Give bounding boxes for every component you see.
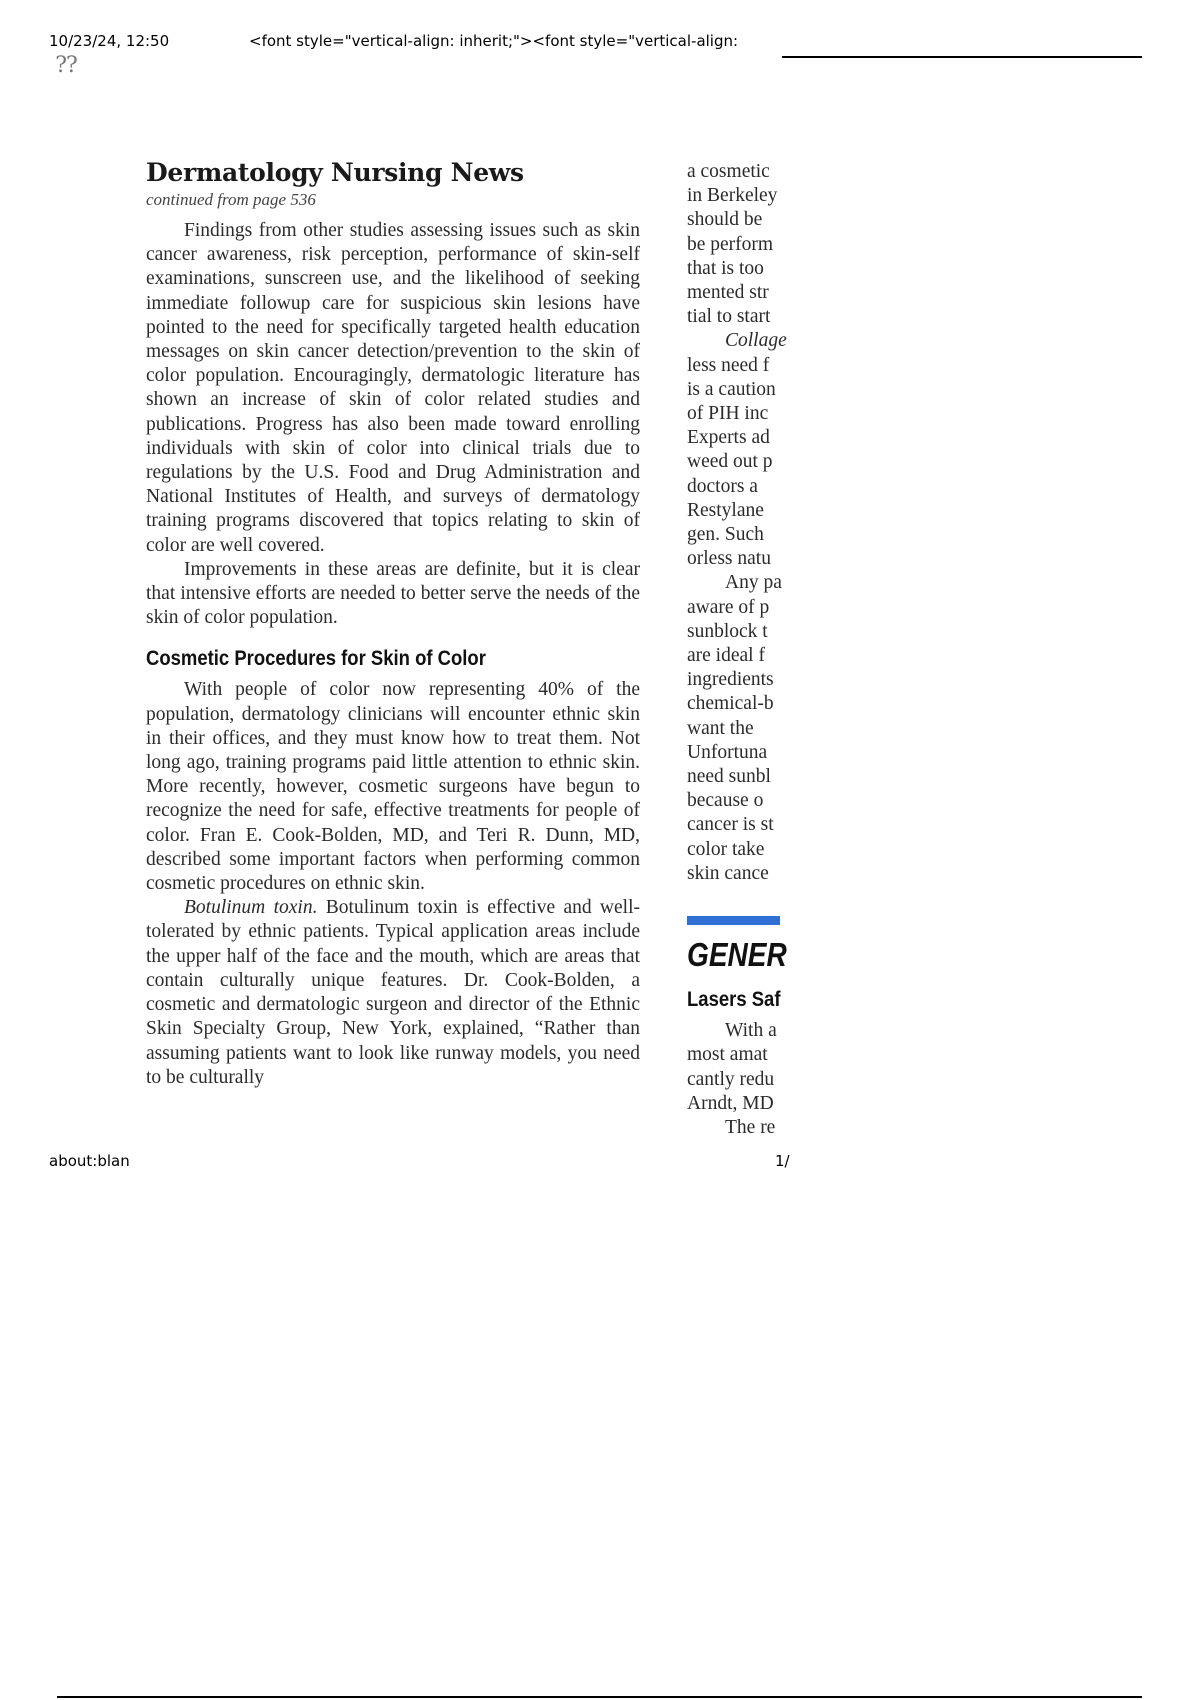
continued-note: continued from page 536 — [146, 190, 316, 209]
column-fragment: of PIH inc — [687, 403, 769, 425]
right-column — [687, 160, 787, 1140]
column-fragment: should be — [687, 209, 763, 231]
page-scan — [146, 150, 787, 1138]
collagen-lead — [687, 329, 787, 353]
column-fragment: color take — [687, 838, 765, 860]
bottom-rule — [57, 1696, 1142, 1698]
scan-mark: ⁇ — [56, 53, 78, 78]
paragraph-4-body: Botulinum toxin is effective and well-tolerated by ethnic patients. Typical application areas include the upper half of the face and the mouth, which are areas that contain culturally unique features. Dr. Cook-Bolden, a cosmetic and dermatologic surgeon and director of the Ethnic Skin Specialty Group, New York, explained, “Rather than assuming patients want to look like runway models, you need to be culturally — [146, 897, 640, 1088]
section-banner: GENER — [687, 936, 787, 974]
lasers-heading: Lasers Saf — [687, 988, 781, 1012]
column-fragment: sunblock t — [687, 620, 768, 642]
masthead: Dermatology Nursing News — [146, 158, 524, 187]
column-fragment: tial to start — [687, 306, 771, 328]
column-fragment: Experts ad — [687, 427, 770, 449]
column-fragment: Restylane — [687, 499, 764, 521]
column-fragment: are ideal f — [687, 645, 765, 667]
column-fragment: Arndt, MD — [687, 1092, 774, 1114]
fragments-b — [687, 354, 780, 572]
section-banner-bar — [687, 916, 780, 925]
column-fragment: aware of p — [687, 596, 770, 618]
column-fragment: less need f — [687, 354, 770, 376]
header-rule — [782, 56, 1142, 58]
column-fragment: a cosmetic — [687, 161, 770, 182]
column-fragment: chemical-b — [687, 693, 774, 715]
fragments-d — [687, 1043, 780, 1116]
paragraph-4 — [146, 896, 640, 1090]
column-fragment: weed out p — [687, 451, 773, 473]
column-fragment: want the — [687, 717, 754, 739]
column-fragment: gen. Such — [687, 524, 764, 546]
section-heading: Cosmetic Procedures for Skin of Color — [146, 647, 486, 671]
column-fragment: be perform — [687, 233, 774, 255]
paragraph-4-lead: Botulinum toxin. — [184, 897, 318, 919]
left-column — [146, 150, 640, 1090]
column-fragment: most amat — [687, 1044, 768, 1066]
column-fragment: that is too — [687, 257, 764, 279]
column-fragment: because o — [687, 790, 764, 812]
column-fragment: cancer is st — [687, 814, 774, 836]
print-header-datetime: 10/23/24, 12:50 — [49, 32, 170, 50]
column-fragment: doctors a — [687, 475, 758, 497]
column-fragment: in Berkeley — [687, 185, 778, 207]
print-header-title: <font style="vertical-align: inherit;"><font style="vertical-align: — [249, 32, 739, 50]
column-fragment: Unfortuna — [687, 741, 768, 763]
column-fragment: mented str — [687, 282, 769, 304]
any-lead: Any pa — [725, 572, 782, 594]
paragraph-1: Findings from other studies assessing issues such as skin cancer awareness, risk perception, performance of skin-self examinations, sunscreen use, and the likelihood of seeking immediate followup care for suspicious skin lesions have pointed to the need for specifically targeted health education messages on skin cancer detection/prevention to the skin of color population. Encouragingly, dermatologic literature has shown an increase of skin of color related studies and publications. Progress has also been made toward enrolling individuals with skin of color into clinical trials due to regulations by the U.S. Food and Drug Administration and National Institutes of Health, and surveys of dermatology training programs discovered that topics relating to skin of color are well covered. — [146, 220, 640, 556]
fragments-c — [687, 596, 780, 886]
paragraph-3: With people of color now representing 40% of the population, dermatology clinicians will encounter ethnic skin in their offices, and they must know how to treat them. Not long ago, training programs paid little attention to ethnic skin. More recently, however, cosmetic surgeons have begun to recognize the need for safe, effective treatments for people of color. Fran E. Cook-Bolden, MD, and Teri R. Dunn, MD, described some important factors when performing common cosmetic procedures on ethnic skin. — [146, 679, 640, 895]
with-lead: With a — [725, 1020, 777, 1042]
print-footer-page: 1/ — [775, 1152, 790, 1170]
column-fragment: is a caution — [687, 378, 776, 400]
print-footer-url: about:blan — [49, 1152, 130, 1170]
the-lead: The re — [725, 1116, 776, 1138]
column-fragment: need sunbl — [687, 766, 771, 788]
collagen-lead-text: Collage — [725, 330, 787, 352]
column-fragment: ingredients — [687, 669, 774, 691]
paragraph-2: Improvements in these areas are definite, but it is clear that intensive efforts are needed to better serve the needs of the skin of color population. — [146, 558, 640, 629]
column-fragment: orless natu — [687, 548, 771, 570]
column-fragment: skin cance — [687, 862, 769, 884]
fragments-a — [687, 160, 780, 329]
column-fragment: cantly redu — [687, 1068, 775, 1090]
